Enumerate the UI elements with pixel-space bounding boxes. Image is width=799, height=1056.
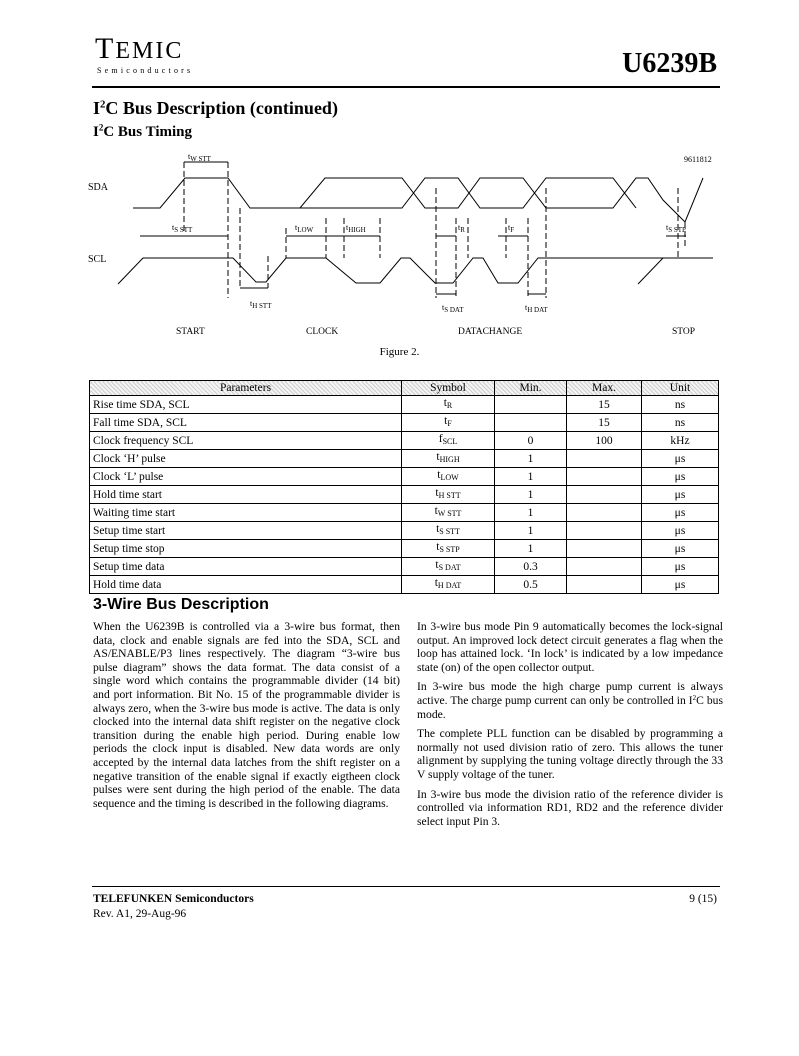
sda-label: SDA	[88, 182, 109, 193]
symbol-letter: t	[444, 415, 448, 427]
table-row	[90, 486, 719, 504]
symbol-letter: t	[436, 541, 440, 553]
table-row	[90, 558, 719, 576]
symbol-letter: t	[437, 469, 441, 481]
unit-cell: ns	[642, 414, 719, 432]
three-wire-title: 3-Wire Bus Description	[93, 596, 269, 613]
label-s-stt: tS STT	[172, 223, 193, 234]
param-cell: Clock frequency SCL	[90, 432, 402, 450]
table-row	[90, 522, 719, 540]
label-h-stt: tH STT	[250, 299, 272, 310]
section-title	[93, 98, 338, 119]
symbol-cell	[402, 432, 495, 450]
unit-cell: kHz	[642, 432, 719, 450]
right-paragraph-2-a: In 3-wire bus mode the high charge pump current is always active. The charge pump current can only be controlled in I	[417, 680, 723, 707]
footer-company: TELEFUNKEN Semiconductors	[93, 893, 254, 905]
table-header-row	[90, 381, 719, 396]
left-column	[93, 620, 400, 816]
param-cell: Hold time data	[90, 576, 402, 594]
unit-cell: μs	[642, 540, 719, 558]
symbol-cell	[402, 414, 495, 432]
scl-waveform-2	[638, 258, 678, 284]
symbol-subscript: SCL	[442, 437, 458, 446]
min-cell: 1	[495, 450, 567, 468]
param-cell: Waiting time start	[90, 504, 402, 522]
table-row	[90, 504, 719, 522]
max-cell	[567, 576, 642, 594]
sub-title-prefix: I	[93, 124, 99, 140]
symbol-subscript: HIGH	[439, 455, 460, 464]
left-paragraph: When the U6239B is controlled via a 3-wire bus format, then data, clock and enable signals are fed into the SDA, SCL and AS/ENABLE/P3 lines respectively. The diagram “3-wire bus pulse diagram” shows the data format. The data consist of a single word which contains the programmable divider (14 bit) and port information. Bit No. 15 of the programmable divider is always zero, when the 3-wire bus mode is active. The data is only clocked into the internal data shift register on the negative clock transition during the enable high period. During enable low periods the clock input is disabled. New data words are only accepted by the internal data latches from the shift register on a negative transition of the enable signal if exactly eigtheen clock pulses were sent during the high period of the enable. The data sequence and the timing is described in the following diagrams.	[93, 620, 400, 810]
symbol-subscript: LOW	[440, 473, 459, 482]
symbol-letter: t	[436, 523, 440, 535]
symbol-letter: t	[443, 397, 447, 409]
label-high: tHIGH	[346, 223, 366, 234]
sub-title-sup: 2	[98, 122, 104, 133]
table-row	[90, 576, 719, 594]
label-r: tR	[458, 223, 465, 234]
max-cell	[567, 504, 642, 522]
max-cell: 100	[567, 432, 642, 450]
symbol-subscript: S STT	[439, 527, 460, 536]
param-cell: Setup time data	[90, 558, 402, 576]
right-paragraph-1: In 3-wire bus mode Pin 9 automatically becomes the lock-signal output. An improved lock detect circuit generates a flag when the loop has attained lock. ‘In lock’ is indicated by a low impedance state (on) of the open collector output.	[417, 620, 723, 674]
symbol-subscript: H STT	[438, 491, 461, 500]
symbol-letter: t	[434, 577, 438, 589]
min-cell: 1	[495, 486, 567, 504]
header-min: Min.	[495, 381, 567, 396]
label-w-stt: tW STT	[188, 152, 211, 163]
footer-revision: Rev. A1, 29-Aug-96	[93, 908, 187, 920]
section-title-prefix: I	[93, 98, 101, 118]
timing-diagram	[88, 148, 728, 344]
param-cell: Fall time SDA, SCL	[90, 414, 402, 432]
footer-page-number: 9 (15)	[689, 893, 717, 905]
symbol-subscript: S DAT	[438, 563, 461, 572]
max-cell	[567, 558, 642, 576]
symbol-letter: t	[435, 559, 439, 571]
unit-cell: μs	[642, 468, 719, 486]
unit-cell: μs	[642, 486, 719, 504]
brand-first-letter: T	[95, 32, 116, 65]
min-cell: 0.3	[495, 558, 567, 576]
unit-cell: μs	[642, 576, 719, 594]
param-cell: Hold time start	[90, 486, 402, 504]
phase-stop: STOP	[672, 327, 696, 337]
symbol-subscript: W STT	[437, 509, 462, 518]
min-cell: 0.5	[495, 576, 567, 594]
symbol-cell	[402, 522, 495, 540]
brand-rest: EMIC	[115, 38, 184, 64]
param-cell: Clock ‘L’ pulse	[90, 468, 402, 486]
label-low: tLOW	[295, 223, 314, 234]
brand-subtitle: Semiconductors	[97, 66, 194, 75]
label-h-dat: tH DAT	[525, 303, 548, 314]
parameter-table	[89, 380, 719, 594]
unit-cell: μs	[642, 522, 719, 540]
table-row	[90, 414, 719, 432]
right-column	[417, 620, 723, 834]
max-cell	[567, 468, 642, 486]
min-cell	[495, 414, 567, 432]
right-paragraph-3: The complete PLL function can be disabled by programming a normally not used division ratio of zero. This allows the tuner alignment by supplying the tuning voltage directly through the 33 V supply voltage of the tuner.	[417, 727, 723, 781]
symbol-cell	[402, 396, 495, 414]
figure-id: 9611812	[684, 155, 712, 164]
header-unit: Unit	[642, 381, 719, 396]
param-cell: Setup time start	[90, 522, 402, 540]
min-cell: 0	[495, 432, 567, 450]
symbol-cell	[402, 558, 495, 576]
footer-rule	[92, 886, 720, 887]
symbol-letter: t	[435, 487, 439, 499]
max-cell	[567, 450, 642, 468]
max-cell: 15	[567, 414, 642, 432]
unit-cell: μs	[642, 504, 719, 522]
table-row	[90, 540, 719, 558]
sub-title	[93, 124, 192, 141]
param-cell: Setup time stop	[90, 540, 402, 558]
sda-waveform-lower	[300, 178, 636, 208]
label-f: tF	[508, 223, 515, 234]
max-cell	[567, 540, 642, 558]
section-title-sup: 2	[100, 98, 106, 111]
phase-start: START	[176, 327, 205, 337]
phase-datachange: DATACHANGE	[458, 327, 523, 337]
unit-cell: μs	[642, 558, 719, 576]
header-rule	[92, 86, 720, 88]
param-cell: Clock ‘H’ pulse	[90, 450, 402, 468]
symbol-subscript: H DAT	[437, 581, 462, 590]
figure-caption: Figure 2.	[379, 346, 420, 358]
min-cell: 1	[495, 522, 567, 540]
header-parameters: Parameters	[90, 381, 402, 396]
section-title-rest: C Bus Description (continued)	[105, 98, 338, 118]
symbol-subscript: F	[447, 419, 452, 428]
label-s-stp: tS STP	[666, 223, 686, 234]
scl-waveform	[118, 258, 713, 284]
unit-cell: ns	[642, 396, 719, 414]
symbol-letter: f	[438, 433, 443, 445]
symbol-cell	[402, 540, 495, 558]
header-symbol: Symbol	[402, 381, 495, 396]
param-cell: Rise time SDA, SCL	[90, 396, 402, 414]
max-cell	[567, 486, 642, 504]
brand-logo	[95, 32, 183, 66]
symbol-letter: t	[436, 451, 440, 463]
symbol-cell	[402, 486, 495, 504]
phase-clock: CLOCK	[306, 327, 339, 337]
table-row	[90, 450, 719, 468]
min-cell: 1	[495, 504, 567, 522]
symbol-cell	[402, 504, 495, 522]
symbol-cell	[402, 468, 495, 486]
scl-label: SCL	[88, 254, 107, 265]
symbol-letter: t	[434, 505, 438, 517]
right-paragraph-2-b: C bus mode.	[417, 693, 723, 721]
min-cell: 1	[495, 540, 567, 558]
right-paragraph-2	[417, 680, 723, 721]
symbol-cell	[402, 576, 495, 594]
table-row	[90, 468, 719, 486]
part-number: U6239B	[622, 48, 717, 79]
symbol-subscript: R	[446, 401, 453, 410]
right-paragraph-2-sup: 2	[692, 693, 697, 702]
symbol-subscript: S STP	[439, 545, 460, 554]
table-row	[90, 432, 719, 450]
min-cell: 1	[495, 468, 567, 486]
max-cell: 15	[567, 396, 642, 414]
max-cell	[567, 522, 642, 540]
right-paragraph-4: In 3-wire bus mode the division ratio of the reference divider is controlled via information RD1, RD2 and the reference divider select input Pin 3.	[417, 787, 723, 828]
table-row	[90, 396, 719, 414]
unit-cell: μs	[642, 450, 719, 468]
min-cell	[495, 396, 567, 414]
header-max: Max.	[567, 381, 642, 396]
label-s-dat: tS DAT	[442, 303, 464, 314]
sub-title-rest: C Bus Timing	[103, 124, 192, 140]
symbol-cell	[402, 450, 495, 468]
